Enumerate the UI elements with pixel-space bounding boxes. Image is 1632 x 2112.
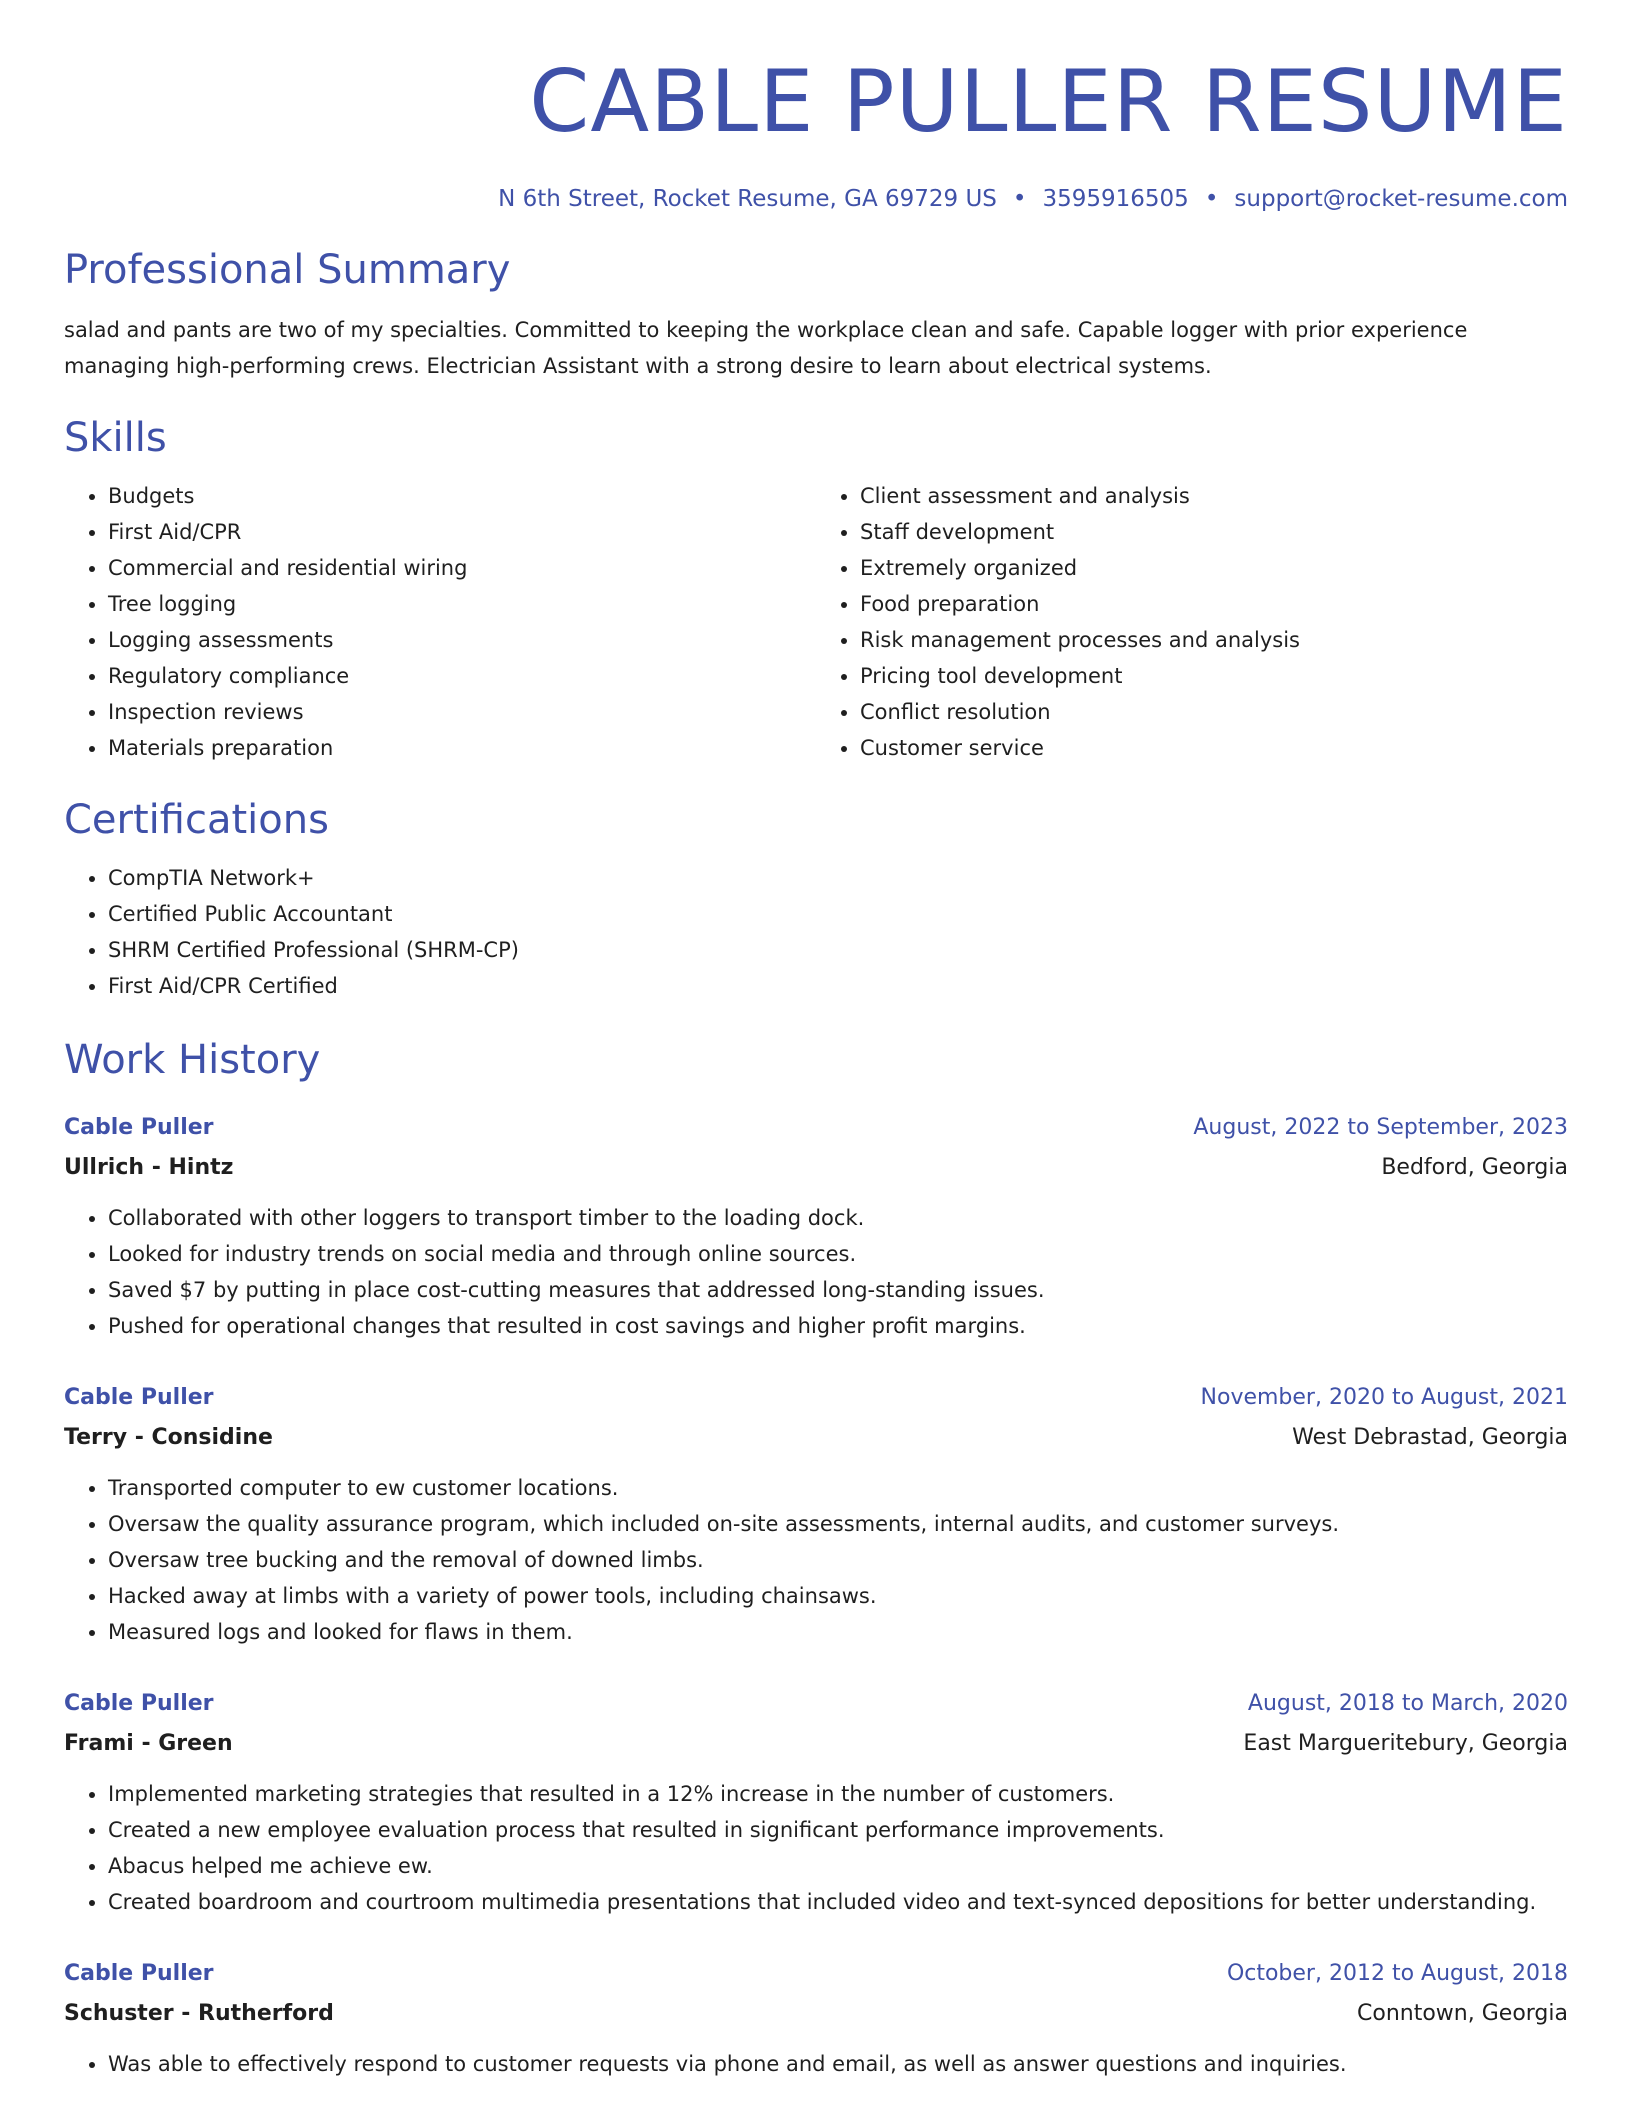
- skill-item: • Commercial and residential wiring: [108, 550, 816, 586]
- job-location: Conntown, Georgia: [1357, 2001, 1568, 2026]
- job-title-row: [64, 1378, 1568, 1418]
- job-title: Cable Puller: [64, 1691, 214, 1716]
- job-title: Cable Puller: [64, 1385, 214, 1410]
- job-bullet: • Saved $7 by putting in place cost-cutting measures that addressed long-standing issues.: [108, 1272, 1568, 1308]
- job-company: Frami - Green: [64, 1731, 233, 1756]
- skill-item: • Client assessment and analysis: [860, 478, 1568, 514]
- job-company-row: [64, 1148, 1568, 1188]
- certifications-list: [64, 860, 1568, 1004]
- skills-list-left: [64, 478, 816, 766]
- summary-heading: Professional Summary: [64, 247, 511, 293]
- job-title: Cable Puller: [64, 1961, 214, 1986]
- contact-line: [64, 182, 1568, 216]
- job-bullet: • Measured logs and looked for flaws in them.: [108, 1614, 1568, 1650]
- job-entry: [64, 1954, 1568, 2082]
- job-company-row: [64, 1724, 1568, 1764]
- skill-item: • Risk management processes and analysis: [860, 622, 1568, 658]
- skill-item: • Budgets: [108, 478, 816, 514]
- job-bullets: [64, 2046, 1568, 2082]
- job-title-row: [64, 1684, 1568, 1724]
- skill-item: • Customer service: [860, 730, 1568, 766]
- job-bullet: • Transported computer to ew customer locations.: [108, 1470, 1568, 1506]
- skills-heading: Skills: [64, 415, 167, 461]
- job-entry: [64, 1108, 1568, 1344]
- job-bullet: • Pushed for operational changes that resulted in cost savings and higher profit margins.: [108, 1308, 1568, 1344]
- phone: 3595916505: [1042, 186, 1189, 212]
- job-location: West Debrastad, Georgia: [1292, 1425, 1568, 1450]
- skill-item: • Conflict resolution: [860, 694, 1568, 730]
- job-bullet: • Oversaw tree bucking and the removal of downed limbs.: [108, 1542, 1568, 1578]
- job-bullet: • Created boardroom and courtroom multimedia presentations that included video and text-synced depositions for better understanding.: [108, 1884, 1568, 1920]
- job-company-row: [64, 1418, 1568, 1458]
- skill-item: • Regulatory compliance: [108, 658, 816, 694]
- certification-item: • SHRM Certified Professional (SHRM-CP): [108, 932, 1568, 968]
- skill-item: • Materials preparation: [108, 730, 816, 766]
- resume-title: CABLE PULLER RESUME: [529, 52, 1568, 152]
- job-company: Schuster - Rutherford: [64, 2001, 334, 2026]
- job-bullets: [64, 1776, 1568, 1920]
- resume-header: [64, 0, 1568, 216]
- address: N 6th Street, Rocket Resume, GA 69729 US: [498, 186, 997, 212]
- certifications-heading: Certifications: [64, 797, 329, 843]
- skill-item: • Inspection reviews: [108, 694, 816, 730]
- skills-list-right: [816, 478, 1568, 766]
- job-company: Ullrich - Hintz: [64, 1155, 234, 1180]
- job-company-row: [64, 1994, 1568, 2034]
- job-dates: August, 2022 to September, 2023: [1193, 1115, 1568, 1140]
- job-bullet: • Was able to effectively respond to customer requests via phone and email, as well as answer questions and inquiries.: [108, 2046, 1568, 2082]
- skill-item: • Tree logging: [108, 586, 816, 622]
- skill-item: • Food preparation: [860, 586, 1568, 622]
- job-dates: November, 2020 to August, 2021: [1200, 1385, 1568, 1410]
- job-bullets: [64, 1200, 1568, 1344]
- summary-text: salad and pants are two of my specialties. Committed to keeping the workplace clean and safe. Capable logger with prior experience managing high-performing crews. Electrician Assistant with a strong desire to learn about electrical systems.: [64, 318, 1468, 378]
- separator-dot: •: [1012, 186, 1027, 212]
- job-bullet: • Oversaw the quality assurance program, which included on-site assessments, internal audits, and customer surveys.: [108, 1506, 1568, 1542]
- job-bullet: • Looked for industry trends on social media and through online sources.: [108, 1236, 1568, 1272]
- skill-item: • First Aid/CPR: [108, 514, 816, 550]
- job-bullets: [64, 1470, 1568, 1650]
- skill-item: • Pricing tool development: [860, 658, 1568, 694]
- skills-columns: [64, 478, 1568, 766]
- job-bullet: • Implemented marketing strategies that resulted in a 12% increase in the number of customers.: [108, 1776, 1568, 1812]
- job-bullet: • Hacked away at limbs with a variety of power tools, including chainsaws.: [108, 1578, 1568, 1614]
- job-title-row: [64, 1954, 1568, 1994]
- skill-item: • Extremely organized: [860, 550, 1568, 586]
- work-history-list: [64, 1108, 1568, 2082]
- job-title: Cable Puller: [64, 1115, 214, 1140]
- job-entry: [64, 1378, 1568, 1650]
- skill-item: • Staff development: [860, 514, 1568, 550]
- job-bullet: • Collaborated with other loggers to transport timber to the loading dock.: [108, 1200, 1568, 1236]
- job-entry: [64, 1684, 1568, 1920]
- job-dates: October, 2012 to August, 2018: [1226, 1961, 1568, 1986]
- skill-item: • Logging assessments: [108, 622, 816, 658]
- job-company: Terry - Considine: [64, 1425, 273, 1450]
- separator-dot: •: [1204, 186, 1219, 212]
- job-location: Bedford, Georgia: [1381, 1155, 1568, 1180]
- work-history-heading: Work History: [64, 1037, 321, 1083]
- job-dates: August, 2018 to March, 2020: [1247, 1691, 1568, 1716]
- email: support@rocket-resume.com: [1234, 186, 1568, 212]
- job-bullet: • Abacus helped me achieve ew.: [108, 1848, 1568, 1884]
- certification-item: • Certified Public Accountant: [108, 896, 1568, 932]
- job-location: East Margueritebury, Georgia: [1243, 1731, 1568, 1756]
- job-title-row: [64, 1108, 1568, 1148]
- job-bullet: • Created a new employee evaluation process that resulted in significant performance improvements.: [108, 1812, 1568, 1848]
- certification-item: • CompTIA Network+: [108, 860, 1568, 896]
- certification-item: • First Aid/CPR Certified: [108, 968, 1568, 1004]
